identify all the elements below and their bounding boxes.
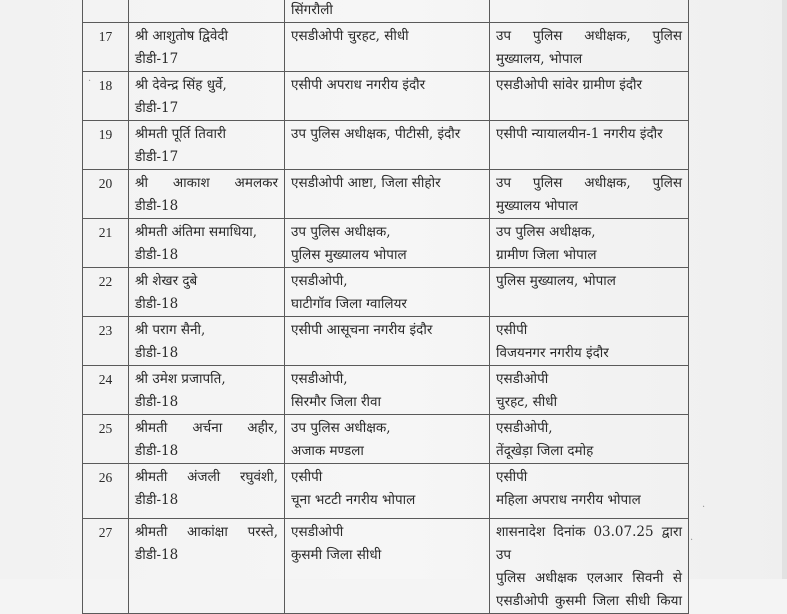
- officer-name-cell: [129, 121, 285, 170]
- table-row: [83, 121, 689, 170]
- officer-name-cell: [129, 72, 285, 121]
- new-posting-line2: ग्रामीण जिला भोपाल: [496, 247, 597, 263]
- officer-name-cell: [129, 415, 285, 464]
- batch: डीडी-18: [135, 345, 179, 361]
- new-posting-line1: उप पुलिस अधीक्षक,: [496, 224, 596, 240]
- new-posting-line2: चुरहट, सीधी: [496, 394, 558, 410]
- serial-number: [83, 0, 129, 23]
- officer-name: श्री शेखर दुबे: [135, 273, 198, 289]
- serial-number: 19: [83, 121, 129, 170]
- officer-name: श्रीमती अंजली रघुवंशी,: [135, 469, 278, 485]
- new-posting-cell: [490, 366, 689, 415]
- serial-number: 17: [83, 23, 129, 72]
- new-posting-line1: उप पुलिस अधीक्षक, पुलिस: [496, 175, 682, 191]
- new-posting-note-cell: [490, 519, 689, 614]
- current-posting-line2: कुसमी जिला सीधी: [291, 547, 382, 563]
- table-row: [83, 0, 689, 23]
- new-posting-line2: विजयनगर नगरीय इंदौर: [496, 345, 609, 361]
- table-row: [83, 464, 689, 519]
- current-posting-cell: [285, 366, 490, 415]
- table-row: [83, 170, 689, 219]
- note-line2: पुलिस अधीक्षक एलआर सिवनी से: [496, 570, 682, 586]
- officer-name-cell: [129, 219, 285, 268]
- batch: डीडी-18: [135, 394, 179, 410]
- officer-name: श्रीमती अंतिमा समाधिया,: [135, 224, 258, 240]
- current-posting-cell: [285, 268, 490, 317]
- batch: डीडी-17: [135, 100, 179, 116]
- officer-name-cell: [129, 464, 285, 519]
- officer-name-cell: [129, 23, 285, 72]
- current-posting-line1: एसीपी: [291, 469, 323, 485]
- officer-name: श्रीमती पूर्ति तिवारी: [135, 126, 226, 142]
- batch: डीडी-18: [135, 296, 179, 312]
- scan-speck: ·: [88, 76, 92, 87]
- current-posting-cell: [285, 317, 490, 366]
- current-posting-line1: एसडीओपी,: [291, 371, 348, 387]
- new-posting-line1: एसडीओपी,: [496, 420, 553, 436]
- new-posting-line1: एसडीओपी: [496, 371, 549, 387]
- current-posting-line2: घाटीगॉव जिला ग्वालियर: [291, 296, 407, 312]
- officer-name-cell: [129, 366, 285, 415]
- new-posting-line2: मुख्यालय भोपाल: [496, 198, 578, 214]
- officer-name: श्री आशुतोष द्विवेदी: [135, 28, 229, 44]
- current-posting-line2: पुलिस मुख्यालय भोपाल: [291, 247, 407, 263]
- current-posting: एसीपी अपराध नगरीय इंदौर: [291, 77, 426, 93]
- new-posting-cell: [490, 121, 689, 170]
- note-line1: शासनादेश दिनांक 03.07.25 द्वारा उप: [496, 524, 682, 563]
- current-posting-cell: [285, 519, 490, 614]
- officer-name: श्री आकाश अमलकर: [135, 175, 278, 191]
- new-posting-line1: एसीपी: [496, 469, 528, 485]
- table-row: [83, 268, 689, 317]
- new-posting-cell: [490, 170, 689, 219]
- page-edge: [782, 0, 787, 579]
- new-posting-cell: [490, 72, 689, 121]
- serial-number: 18: [83, 72, 129, 121]
- officer-name: श्रीमती आकांक्षा परस्ते,: [135, 524, 278, 540]
- new-posting: एसडीओपी सांवेर ग्रामीण इंदौर: [496, 77, 643, 93]
- batch: डीडी-18: [135, 198, 179, 214]
- officer-name: श्रीमती अर्चना अहीर,: [135, 420, 278, 436]
- serial-number: 22: [83, 268, 129, 317]
- new-posting-line1: एसीपी: [496, 322, 528, 338]
- officer-name: श्री पराग सैनी,: [135, 322, 206, 338]
- officer-name-cell: [129, 0, 285, 23]
- new-posting-line1: उप पुलिस अधीक्षक, पुलिस: [496, 28, 682, 44]
- officer-name: श्री उमेश प्रजापति,: [135, 371, 226, 387]
- note-line3: एसडीओपी कुसमी जिला सीधी किया: [496, 593, 682, 609]
- current-posting-line1: एसडीओपी,: [291, 273, 348, 289]
- new-posting: एसीपी न्यायालयीन-1 नगरीय इंदौर: [496, 126, 663, 142]
- batch: डीडी-18: [135, 492, 179, 508]
- new-posting-cell: [490, 317, 689, 366]
- current-posting-line1: एसडीओपी: [291, 524, 344, 540]
- current-posting-cell: [285, 72, 490, 121]
- transfer-list-table: [82, 0, 689, 614]
- officer-name-cell: [129, 170, 285, 219]
- table-row: [83, 366, 689, 415]
- serial-number: 21: [83, 219, 129, 268]
- new-posting-cell: [490, 23, 689, 72]
- current-posting: एसडीओपी आष्टा, जिला सीहोर: [291, 175, 441, 191]
- current-posting: एसडीओपी चुरहट, सीधी: [291, 28, 409, 44]
- serial-number: 27: [83, 519, 129, 614]
- table-row: [83, 415, 689, 464]
- batch: डीडी-18: [135, 443, 179, 459]
- current-posting-line1: उप पुलिस अधीक्षक,: [291, 420, 391, 436]
- current-posting-cell: [285, 219, 490, 268]
- new-posting-cell: [490, 415, 689, 464]
- new-posting-cell: [490, 219, 689, 268]
- officer-name-cell: [129, 317, 285, 366]
- new-posting-line2: तेंदूखेड़ा जिला दमोह: [496, 443, 594, 459]
- batch: डीडी-17: [135, 51, 179, 67]
- new-posting-line2: महिला अपराध नगरीय भोपाल: [496, 492, 641, 508]
- current-posting-cell: [285, 121, 490, 170]
- current-posting-line1: उप पुलिस अधीक्षक,: [291, 224, 391, 240]
- current-posting-line2: सिरमौर जिला रीवा: [291, 394, 382, 410]
- current-posting-cell: [285, 0, 490, 23]
- current-posting-cell: [285, 170, 490, 219]
- table-row: [83, 72, 689, 121]
- table-row: [83, 219, 689, 268]
- scan-speck: ·: [690, 535, 694, 546]
- new-posting-cell: [490, 268, 689, 317]
- current-posting: एसीपी आसूचना नगरीय इंदौर: [291, 322, 433, 338]
- new-posting: पुलिस मुख्यालय, भोपाल: [496, 273, 616, 289]
- serial-number: 20: [83, 170, 129, 219]
- current-posting-cell: [285, 464, 490, 519]
- officer-name-cell: [129, 519, 285, 614]
- serial-number: 26: [83, 464, 129, 519]
- current-posting-line2: चूना भटटी नगरीय भोपाल: [291, 492, 416, 508]
- scan-speck: ·: [702, 502, 706, 513]
- current-posting-cell: [285, 23, 490, 72]
- batch: डीडी-17: [135, 149, 179, 165]
- serial-number: 23: [83, 317, 129, 366]
- new-posting-cell: [490, 0, 689, 23]
- batch: डीडी-18: [135, 547, 179, 563]
- batch: डीडी-18: [135, 247, 179, 263]
- table-row: [83, 519, 689, 614]
- officer-name-cell: [129, 268, 285, 317]
- serial-number: 24: [83, 366, 129, 415]
- new-posting-line2: मुख्यालय, भोपाल: [496, 51, 583, 67]
- current-posting-cell: [285, 415, 490, 464]
- new-posting-cell: [490, 464, 689, 519]
- current-posting: सिंगरौली: [291, 2, 333, 18]
- serial-number: 25: [83, 415, 129, 464]
- table-row: [83, 317, 689, 366]
- officer-name: श्री देवेन्द्र सिंह धुर्वे,: [135, 77, 227, 93]
- table-row: [83, 23, 689, 72]
- current-posting-line2: अजाक मण्डला: [291, 443, 364, 459]
- current-posting: उप पुलिस अधीक्षक, पीटीसी, इंदौर: [291, 126, 461, 142]
